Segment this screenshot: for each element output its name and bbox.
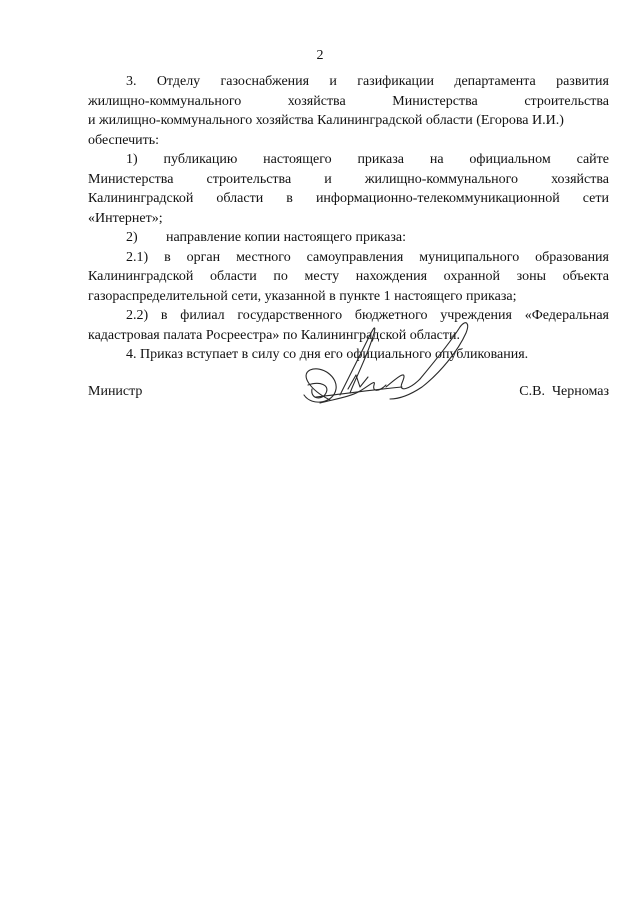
item-2-number: 2) — [126, 230, 138, 245]
paragraph-4: 4. Приказ вступает в силу со дня его официального опубликования. — [126, 347, 529, 362]
signatory-title: Министр — [88, 384, 143, 399]
item-2-2-line: кадастровая палата Росреестра» по Калининградской области. — [88, 327, 460, 343]
paragraph-3-item-2-1 — [88, 248, 609, 307]
item-2-1-line: 2.1) в орган местного самоуправления муниципального образования — [126, 249, 609, 265]
paragraph-3 — [88, 72, 609, 150]
item-1-line: Министерства строительства и жилищно-коммунального хозяйства — [88, 171, 609, 187]
handwritten-signature — [290, 315, 490, 420]
paragraph-3-item-2 — [88, 228, 609, 248]
item-2-1-line: Калининградской области по месту нахождения охранной зоны объекта — [88, 269, 609, 284]
item-1-line: Калининградской области в информационно-телекоммуникационной сети — [88, 191, 609, 206]
page-number: 2 — [316, 48, 324, 63]
signature-block — [88, 384, 609, 400]
item-1-line: 1) публикацию настоящего приказа на официальном сайте — [126, 152, 609, 167]
paragraph-3-line: 3. Отделу газоснабжения и газификации департамента развития — [126, 74, 609, 89]
paragraph-3-line: жилищно-коммунального хозяйства Министерства строительства — [88, 93, 609, 109]
paragraph-3-line: обеспечить: — [88, 132, 159, 148]
paragraph-3-line: и жилищно-коммунального хозяйства Калининградской области (Егорова И.И.) — [88, 113, 564, 128]
paragraph-3-item-1 — [88, 150, 609, 228]
item-2-text: направление копии настоящего приказа: — [166, 230, 406, 245]
item-2-2-line: 2.2) в филиал государственного бюджетного учреждения «Федеральная — [126, 308, 609, 323]
signatory-name: С.В. Черномаз — [519, 384, 609, 399]
item-2-1-line: газораспределительной сети, указанной в пункте 1 настоящего приказа; — [88, 288, 517, 304]
item-1-line: «Интернет»; — [88, 210, 163, 226]
